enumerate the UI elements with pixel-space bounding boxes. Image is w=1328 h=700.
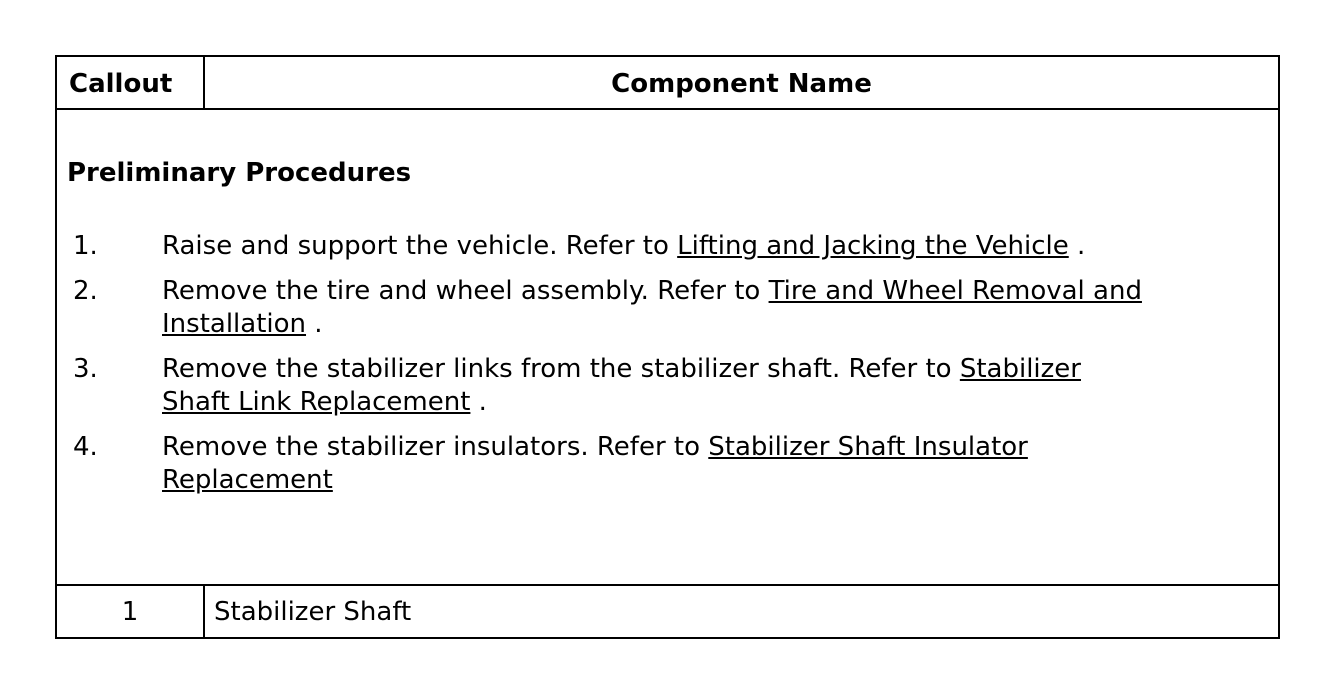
procedure-steps xyxy=(57,230,1278,509)
step-suffix: . xyxy=(1068,231,1086,261)
component-table xyxy=(55,55,1280,639)
step-suffix: . xyxy=(306,309,323,339)
reference-link-tire-and-wheel[interactable]: Tire and Wheel Removal and Installation xyxy=(162,276,1142,339)
step-instruction: Remove the stabilizer insulators. Refer to xyxy=(162,432,709,462)
reference-link-lifting-and-jacking[interactable]: Lifting and Jacking the Vehicle xyxy=(677,231,1069,261)
procedure-step xyxy=(57,353,1278,419)
step-suffix: . xyxy=(470,387,487,417)
procedure-step xyxy=(57,431,1278,497)
step-number: 3. xyxy=(73,354,98,384)
column-divider xyxy=(203,586,205,639)
step-number: 2. xyxy=(73,276,98,306)
step-instruction: Remove the stabilizer links from the stabilizer shaft. Refer to xyxy=(162,354,960,384)
callout-cell: 1 xyxy=(121,597,139,627)
callout-column-header: Callout xyxy=(69,69,173,99)
section-title: Preliminary Procedures xyxy=(67,158,412,188)
step-text xyxy=(162,275,1152,341)
reference-link-stabilizer-shaft-insulator[interactable]: Stabilizer Shaft Insulator Replacement xyxy=(162,432,1028,495)
reference-link-stabilizer-shaft-link[interactable]: Stabilizer Shaft Link Replacement xyxy=(162,354,1081,417)
component-name-cell: Stabilizer Shaft xyxy=(214,597,412,627)
component-name-column-header: Component Name xyxy=(611,69,872,99)
table-row xyxy=(57,584,1278,639)
step-text xyxy=(162,353,1152,419)
procedure-step xyxy=(57,275,1278,341)
step-number: 1. xyxy=(73,231,98,261)
procedures-row xyxy=(57,110,1278,586)
table-header-row xyxy=(57,57,1278,110)
step-text xyxy=(162,230,1152,263)
step-text xyxy=(162,431,1152,497)
step-number: 4. xyxy=(73,432,98,462)
step-instruction: Raise and support the vehicle. Refer to xyxy=(162,231,678,261)
procedure-step xyxy=(57,230,1278,263)
step-instruction: Remove the tire and wheel assembly. Refer to xyxy=(162,276,769,306)
